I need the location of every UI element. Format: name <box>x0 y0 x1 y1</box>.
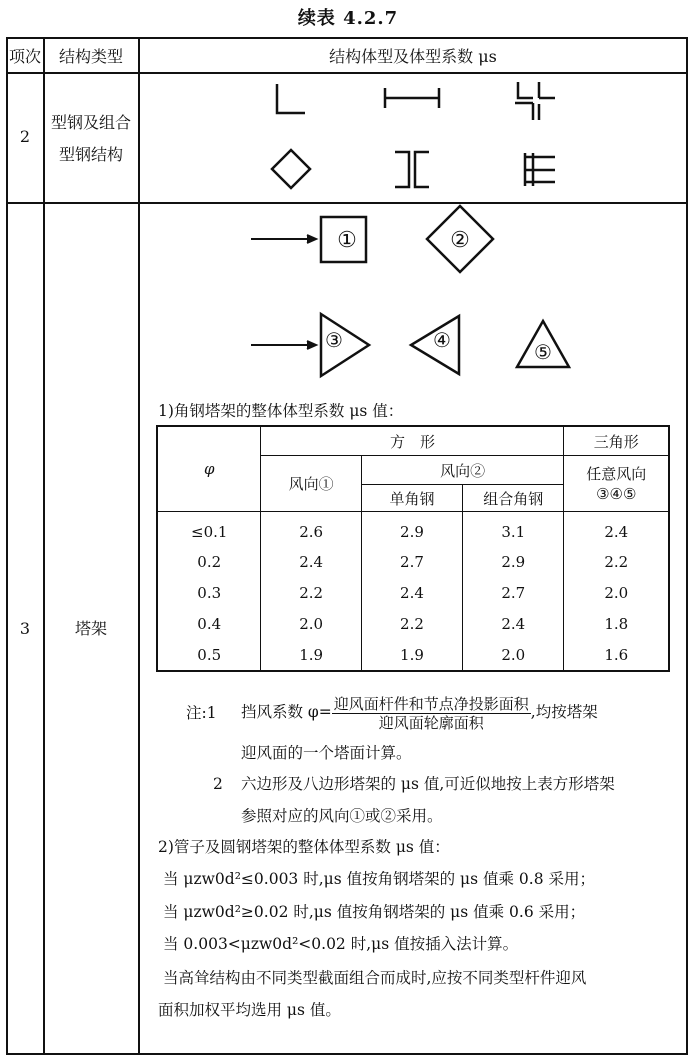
wind1-header: 风向① <box>288 475 334 493</box>
final-note-line1: 当高耸结构由不同类型截面组合而成时,应按不同类型杆件迎风 <box>163 969 587 987</box>
table-cell: 2.0 <box>564 578 669 609</box>
subsection-2-title: 2)管子及圆钢塔架的整体体型系数 μs 值： <box>158 838 450 856</box>
col-divider-1 <box>43 37 45 1055</box>
subsection-1-title: 1)角钢塔架的整体体型系数 μs 值： <box>158 402 404 420</box>
shape-label-5: ⑤ <box>534 340 552 364</box>
combo-angle-header: 组合角钢 <box>483 489 544 508</box>
table-cell: 2.4 <box>261 547 361 578</box>
table-row <box>157 547 669 578</box>
phi-header: φ <box>203 460 215 478</box>
note1-text-b: ,均按塔架 <box>530 703 598 721</box>
pipe-rule-a: 当 μzw0d²≤0.003 时,μs 值按角钢塔架的 μs 值乘 0.8 采用； <box>163 870 595 888</box>
table-cell: 2.7 <box>463 578 564 609</box>
table-cell: 1.8 <box>564 608 669 639</box>
table-cell: 2.4 <box>361 578 462 609</box>
table-cell: 2.2 <box>361 608 462 639</box>
final-note-line2: 面积加权平均选用 μs 值。 <box>158 1001 341 1019</box>
angle-section-icon <box>277 84 305 113</box>
table-cell: 1.9 <box>261 639 361 671</box>
table-cell: 2.6 <box>261 512 361 548</box>
table-cell: 2.2 <box>564 547 669 578</box>
channel-bars-section-icon <box>525 153 555 186</box>
table-cell: 2.0 <box>463 639 564 671</box>
header-item-no: 项次 <box>8 47 41 66</box>
double-channel-section-icon <box>395 152 429 187</box>
table-cell: 2.0 <box>261 608 361 639</box>
header-structure-type: 结构类型 <box>58 47 123 66</box>
table-row <box>157 512 669 548</box>
table-cell: 2.4 <box>564 512 669 548</box>
fraction-denominator: 迎风面轮廓面积 <box>378 713 484 732</box>
shape-label-2: ② <box>450 228 470 253</box>
table-cell: 2.2 <box>261 578 361 609</box>
steel-section-diagrams <box>139 74 687 202</box>
row3-type: 塔架 <box>74 619 107 638</box>
diamond-section-icon <box>272 150 310 188</box>
table-cell: 1.6 <box>564 639 669 671</box>
table-cell: ≤0.1 <box>157 512 261 548</box>
table-cell: 2.4 <box>463 608 564 639</box>
table-row <box>157 639 669 671</box>
shape-label-1: ① <box>337 228 357 253</box>
row3-number: 3 <box>19 619 31 638</box>
any-wind-header-1: 任意风向 <box>586 464 647 483</box>
row2-type-line2: 型钢结构 <box>58 145 123 164</box>
shape-label-3: ③ <box>325 328 343 352</box>
shape-label-4: ④ <box>433 328 451 352</box>
note2-line1: 六边形及八边形塔架的 μs 值,可近似地按上表方形塔架 <box>241 775 615 793</box>
row2-type-line1: 型钢及组合 <box>50 113 131 132</box>
table-row <box>157 578 669 609</box>
note1-line1 <box>241 684 598 740</box>
table-cell: 0.3 <box>157 578 261 609</box>
fraction-numerator: 迎风面杆件和节点净投影面积 <box>333 694 529 713</box>
angle-steel-coefficient-table <box>156 425 670 672</box>
table-cell: 0.2 <box>157 547 261 578</box>
tower-wind-diagrams <box>139 204 687 384</box>
single-angle-header: 单角钢 <box>389 489 435 508</box>
note-prefix: 注:1 <box>186 704 217 722</box>
wind2-header: 风向② <box>440 461 486 480</box>
note2-line2: 参照对应的风向①或②采用。 <box>241 807 443 825</box>
note1-fraction <box>332 695 531 732</box>
triangle-header: 三角形 <box>593 432 639 451</box>
row2-number: 2 <box>19 127 31 146</box>
table-cell: 2.9 <box>463 547 564 578</box>
pipe-rule-b: 当 μzw0d²≥0.02 时,μs 值按角钢塔架的 μs 值乘 0.6 采用； <box>163 903 586 921</box>
table-cell: 2.9 <box>361 512 462 548</box>
ibeam-section-icon <box>385 88 439 108</box>
table-cell: 0.4 <box>157 608 261 639</box>
table-cell: 3.1 <box>463 512 564 548</box>
pipe-rule-c: 当 0.003<μzw0d²<0.02 时,μs 值按插入法计算。 <box>163 935 519 953</box>
table-row <box>157 608 669 639</box>
table-cell: 1.9 <box>361 639 462 671</box>
any-wind-header-2: ③④⑤ <box>596 484 637 503</box>
square-header: 方 形 <box>389 432 435 451</box>
note1-line2: 迎风面的一个塔面计算。 <box>241 744 412 762</box>
table-cell: 0.5 <box>157 639 261 671</box>
note1-text-a: 挡风系数 φ= <box>241 703 332 721</box>
note2-number: 2 <box>213 775 223 793</box>
header-shape-coefficient: 结构体型及体型系数 μs <box>329 47 497 66</box>
table-cell: 2.7 <box>361 547 462 578</box>
cross-angle-section-icon <box>515 82 555 120</box>
table-title: 续表 4.2.7 <box>297 8 399 29</box>
